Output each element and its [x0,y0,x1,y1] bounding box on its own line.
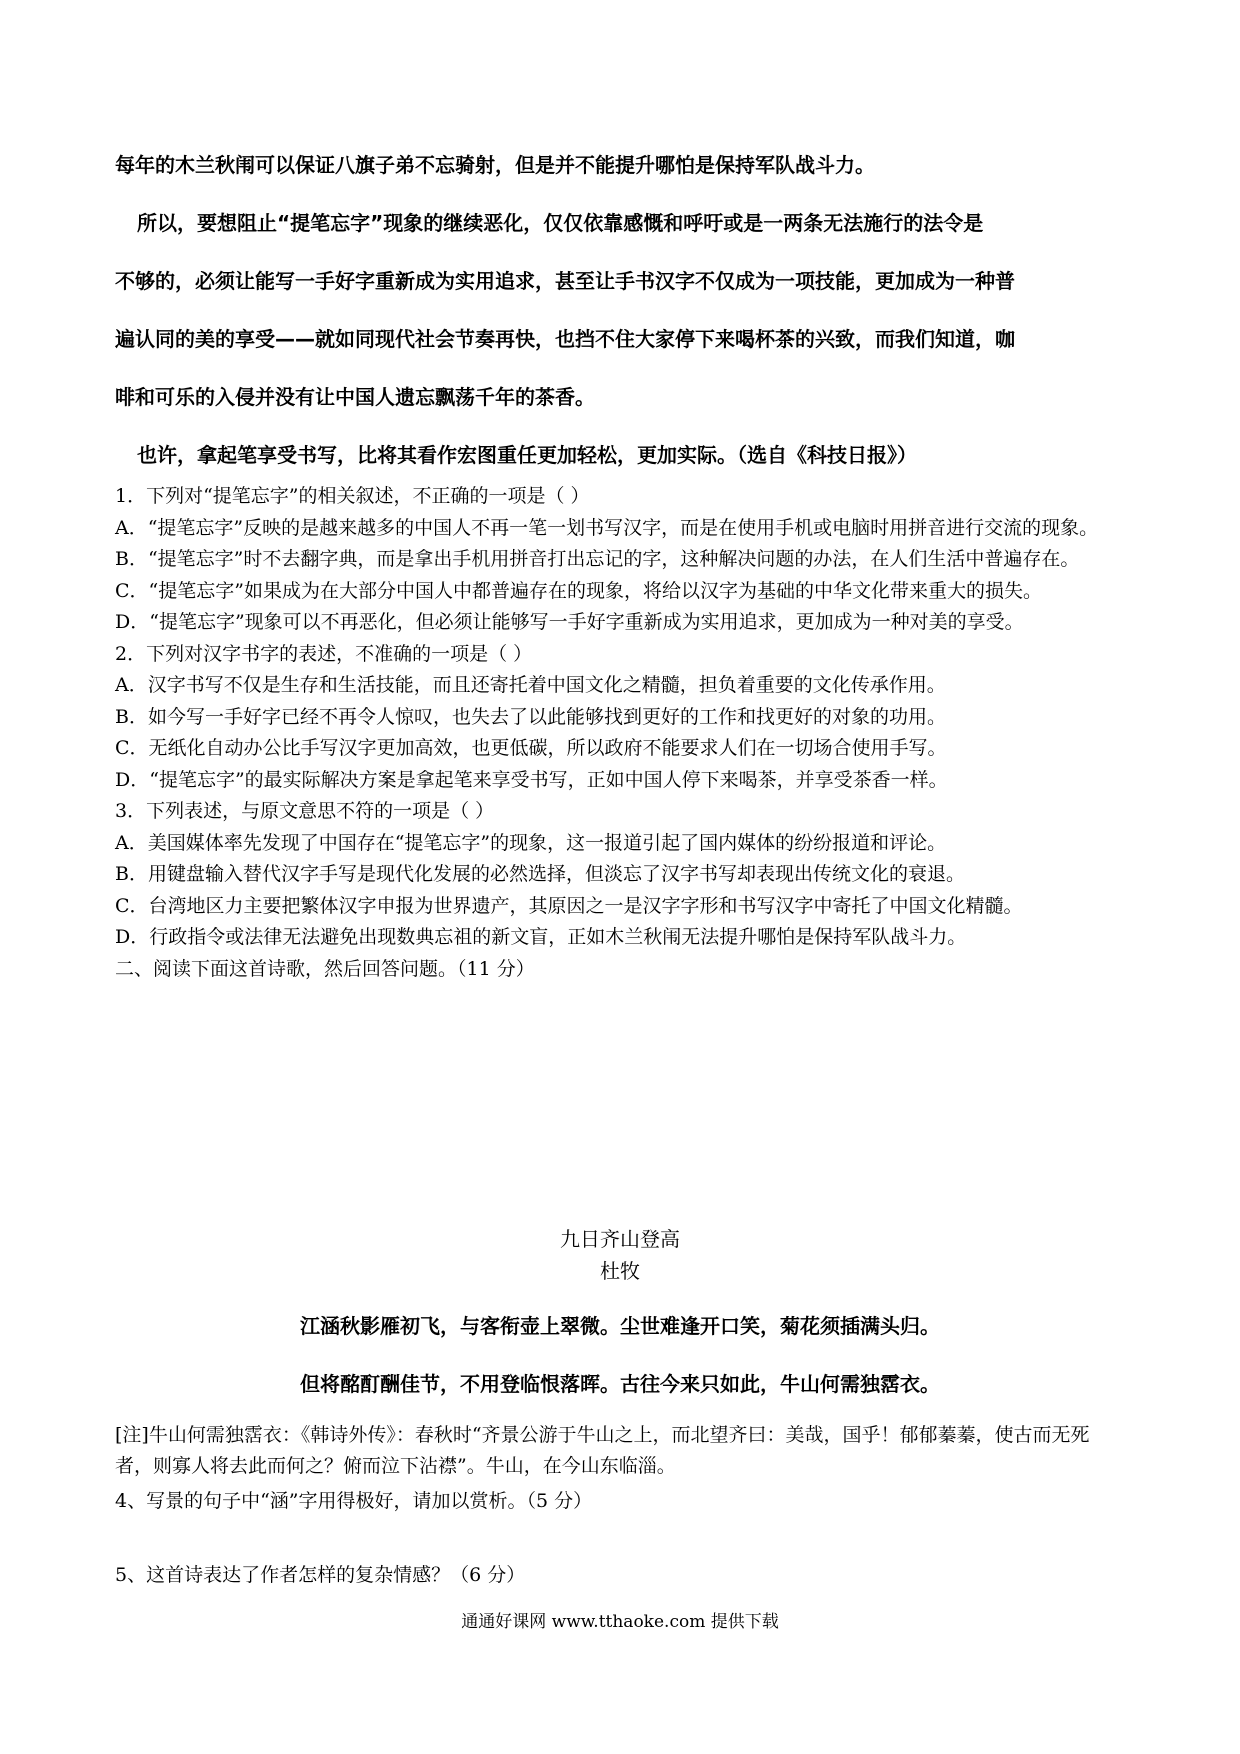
passage-paragraph-2-line-3: 遍认同的美的享受——就如同现代社会节奏再快，也挡不住大家停下来喝杯茶的兴致，而我们知道，咖 [115,327,1015,351]
passage-paragraph-1: 每年的木兰秋闱可以保证八旗子弟不忘骑射，但是并不能提升哪怕是保持军队战斗力。 [115,153,875,177]
poem-line-2: 但将酩酊酬佳节，不用登临恨落晖。古往今来只如此，牛山何需独霑衣。 [300,1372,940,1396]
passage-paragraph-2-line-2: 不够的，必须让能写一手好字重新成为实用追求，甚至让手书汉字不仅成为一项技能，更加成为一种普 [115,269,1015,293]
question-5: 5、这首诗表达了作者怎样的复杂情感？（6 分） [115,1564,526,1586]
passage-paragraph-3: 也许，拿起笔享受书写，比将其看作宏图重任更加轻松，更加实际。（选自《科技日报》） [137,443,917,467]
question-2-option-a: A．汉字书写不仅是生存和生活技能，而且还寄托着中国文化之精髓，担负着重要的文化传承作用。 [115,674,946,696]
question-3-option-a: A．美国媒体率先发现了中国存在“提笔忘字”的现象，这一报道引起了国内媒体的纷纷报道和评论。 [115,831,947,854]
question-2-option-c: C．无纸化自动办公比手写汉字更加高效，也更低碳，所以政府不能要求人们在一切场合使用手写。 [115,737,947,759]
question-4: 4、写景的句子中“涵”字用得极好，请加以赏析。（5 分） [115,1490,593,1512]
question-3-stem: 3．下列表述，与原文意思不符的一项是（ ） [115,800,495,822]
question-1-option-d: D．“提笔忘字”现象可以不再恶化，但必须让能够写一手好字重新成为实用追求，更加成为一种对美的享受。 [115,611,1024,633]
question-2-option-b: B．如今写一手好字已经不再令人惊叹，也失去了以此能够找到更好的工作和找更好的对象的功用。 [115,705,946,728]
poem-line-1: 江涵秋影雁初飞，与客衔壶上翠微。尘世难逢开口笑，菊花须插满头归。 [300,1314,940,1338]
section-2-heading: 二、阅读下面这首诗歌，然后回答问题。（11 分） [115,957,535,980]
passage-paragraph-2-line-1: 所以，要想阻止“提笔忘字”现象的继续恶化，仅仅依靠感慨和呼吁或是一两条无法施行的法令是 [137,211,984,235]
poem-title: 九日齐山登高 [560,1227,680,1251]
poem-author: 杜牧 [600,1259,640,1283]
question-3-option-c: C．台湾地区力主要把繁体汉字申报为世界遗产，其原因之一是汉字字形和书写汉字中寄托了中国文化精髓。 [115,894,1023,917]
question-1-stem: 1．下列对“提笔忘字”的相关叙述，不正确的一项是（ ） [115,485,590,507]
page-footer: 通通好课网 www.tthaoke.com 提供下载 [461,1612,779,1632]
poem-note: [注]牛山何需独霑衣：《韩诗外传》：春秋时“齐景公游于牛山之上，而北望齐曰：美哉，国乎！郁郁蓁蓁，使古而无死者，则寡人将去此而何之？俯而泣下沾襟”。牛山，在今山东临淄。 [115,1424,1090,1477]
question-1-option-c: C．“提笔忘字”如果成为在大部分中国人中都普遍存在的现象，将给以汉字为基础的中华文化带来重大的损失。 [115,579,1042,602]
question-3-option-b: B．用键盘输入替代汉字手写是现代化发展的必然选择，但淡忘了汉字书写却表现出传统文化的衰退。 [115,863,965,885]
questions-block [115,481,1115,985]
question-2-stem: 2．下列对汉字书字的表述，不准确的一项是（ ） [115,642,533,665]
question-2-option-d: D．“提笔忘字”的最实际解决方案是拿起笔来享受书写，正如中国人停下来喝茶，并享受茶香一样。 [115,768,948,791]
passage-paragraph-2-line-4: 啡和可乐的入侵并没有让中国人遗忘飘荡千年的茶香。 [115,385,595,409]
question-3-option-d: D．行政指令或法律无法避免出现数典忘祖的新文盲，正如木兰秋闱无法提升哪怕是保持军队战斗力。 [115,926,967,948]
question-1-option-a: A．“提笔忘字”反映的是越来越多的中国人不再一笔一划书写汉字，而是在使用手机或电脑时用拼音进行交流的现象。 [115,516,1099,539]
question-1-option-b: B．“提笔忘字”时不去翻字典，而是拿出手机用拼音打出忘记的字，这种解决问题的办法，在人们生活中普遍存在。 [115,548,1080,570]
